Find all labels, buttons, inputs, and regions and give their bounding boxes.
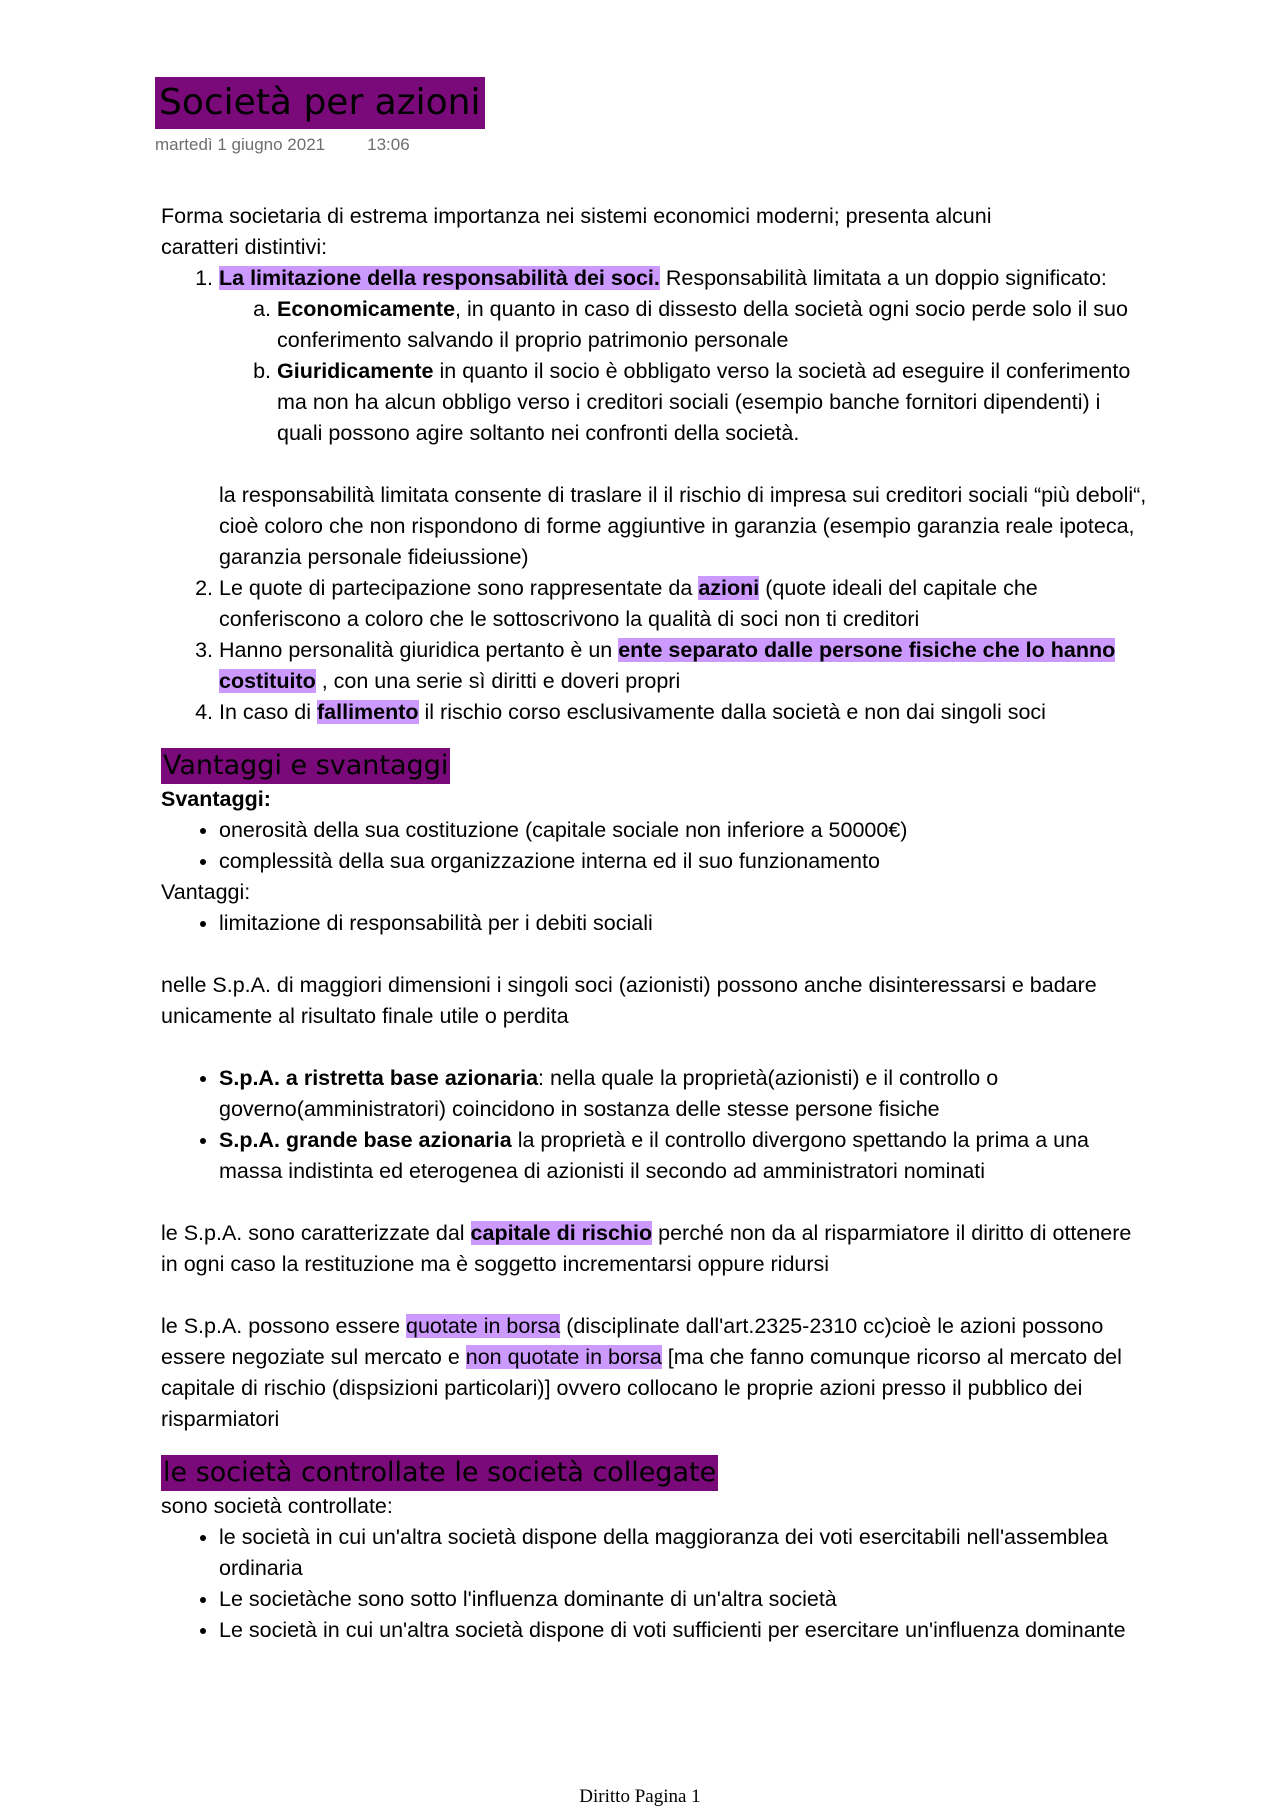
bold-term: S.p.A. grande base azionaria [219,1128,512,1152]
controlled-label: sono società controllate: [161,1494,393,1518]
intro-line-1: Forma societaria di estrema importanza nei sistemi economici moderni; presenta alcuni [161,204,992,228]
highlight-text: non quotate in borsa [465,1345,662,1369]
characteristics-list [161,263,1151,728]
page-footer: Diritto Pagina 1 [579,1786,701,1807]
bold-term: S.p.A. a ristretta base azionaria [219,1066,539,1090]
list-item [219,1125,1151,1187]
paragraph: le S.p.A. possono essere quotate in borsa (disciplinate dall'art.2325-2310 cc)cioè le azioni possono essere negoziate sul mercato e non quotate in borsa [ma che fanno comunque ricorso al mercato del capitale di rischio (dispsizioni particolari)] ovvero collocano le proprie azioni presso il pubblico dei risparmiatori [161,1314,1122,1431]
vantaggi-list [161,908,1151,939]
page-title: Società per azioni [155,77,485,129]
sub-list [219,294,1151,449]
bold-term: Giuridicamente [277,359,434,383]
controlled-list [161,1522,1151,1646]
highlight-text: ente separato dalle persone fisiche che lo hanno costituito [219,638,1116,693]
list-item-text: : nella quale la proprietà(azionisti) e il controllo o governo(amministratori) coincidono in sostanza delle stesse persone fisiche [219,1066,999,1121]
spa-types-list [161,1063,1151,1187]
list-item-text: Le quote di partecipazione sono rappresentate da [219,576,699,600]
list-item-text: il rischio corso esclusivamente dalla società e non dai singoli soci [418,700,1046,724]
list-item: • Le societàche sono sotto l'influenza dominante di un'altra società [219,1584,1151,1615]
list-item-text: la proprietà e il controllo divergono spettando la prima a una massa indistinta ed eterogenea di azionisti il secondo ad amministratori nominati [219,1128,1090,1183]
title-block [155,77,485,155]
sub-item-text: , in quanto in caso di dissesto della società ogni socio perde solo il suo conferimento salvando il proprio patrimonio personale [277,297,1128,352]
list-item [219,635,1151,697]
vantaggi-label: Vantaggi: [161,880,251,904]
highlight-text: capitale di rischio [470,1221,653,1245]
limited-liability-note: la responsabilità limitata consente di traslare il il rischio di impresa sui creditori sociali “più deboli“, cioè coloro che non rispondono di forme aggiuntive in garanzia (esempio garanzia reale ipoteca, garanzia personale fideiussione) [219,483,1147,569]
list-item: • onerosità della sua costituzione (capitale sociale non inferiore a 50000€) [219,815,1151,846]
intro-line-2: caratteri distintivi: [161,235,328,259]
highlight-text: azioni [698,576,760,600]
svantaggi-list [161,815,1151,877]
list-item [219,263,1151,573]
date-line [155,135,485,155]
list-item-text: Hanno personalità giuridica pertanto è un [219,638,619,662]
time-text: 13:06 [367,135,410,154]
section-heading: le società controllate le società collegate [161,1455,718,1491]
list-item: • complessità della sua organizzazione interna ed il suo funzionamento [219,846,1151,877]
list-item-text: In caso di [219,700,317,724]
list-item: • le società in cui un'altra società dispone della maggioranza dei voti esercitabili nell'assemblea ordinaria [219,1522,1151,1584]
highlight-text: quotate in borsa [406,1314,561,1338]
paragraph: nelle S.p.A. di maggiori dimensioni i singoli soci (azionisti) possono anche disinteressarsi e badare unicamente al risultato finale utile o perdita [161,973,1097,1028]
list-item: • Le società in cui un'altra società dispone di voti sufficienti per esercitare un'influenza dominante [219,1615,1151,1646]
sub-list-item [277,356,1151,449]
list-item-text: , con una serie sì diritti e doveri propri [315,669,681,693]
list-item-text: Responsabilità limitata a un doppio significato: [659,266,1107,290]
highlight-text: fallimento [317,700,419,724]
bold-term: Economicamente [277,297,456,321]
section-heading: Vantaggi e svantaggi [161,748,450,784]
svantaggi-label: Svantaggi: [161,787,271,811]
sub-list-item [277,294,1151,356]
list-item [219,573,1151,635]
date-text: martedì 1 giugno 2021 [155,135,326,154]
paragraph: le S.p.A. sono caratterizzate dal capitale di rischio perché non da al risparmiatore il diritto di ottenere in ogni caso la restituzione ma è soggetto incrementarsi oppure ridursi [161,1221,1132,1276]
note-body [161,201,1151,1646]
list-item [219,1063,1151,1125]
list-item [219,697,1151,728]
sub-item-text: in quanto il socio è obbligato verso la società ad eseguire il conferimento ma non ha alcun obbligo verso i creditori sociali (esempio banche fornitori dipendenti) i quali possono agire soltanto nei confronti della società. [277,359,1131,445]
list-item-text: (quote ideali del capitale che conferiscono a coloro che le sottoscrivono la qualità di soci non ti creditori [219,576,1038,631]
highlight-text: La limitazione della responsabilità dei soci. [219,266,660,290]
list-item: • limitazione di responsabilità per i debiti sociali [219,908,1151,939]
